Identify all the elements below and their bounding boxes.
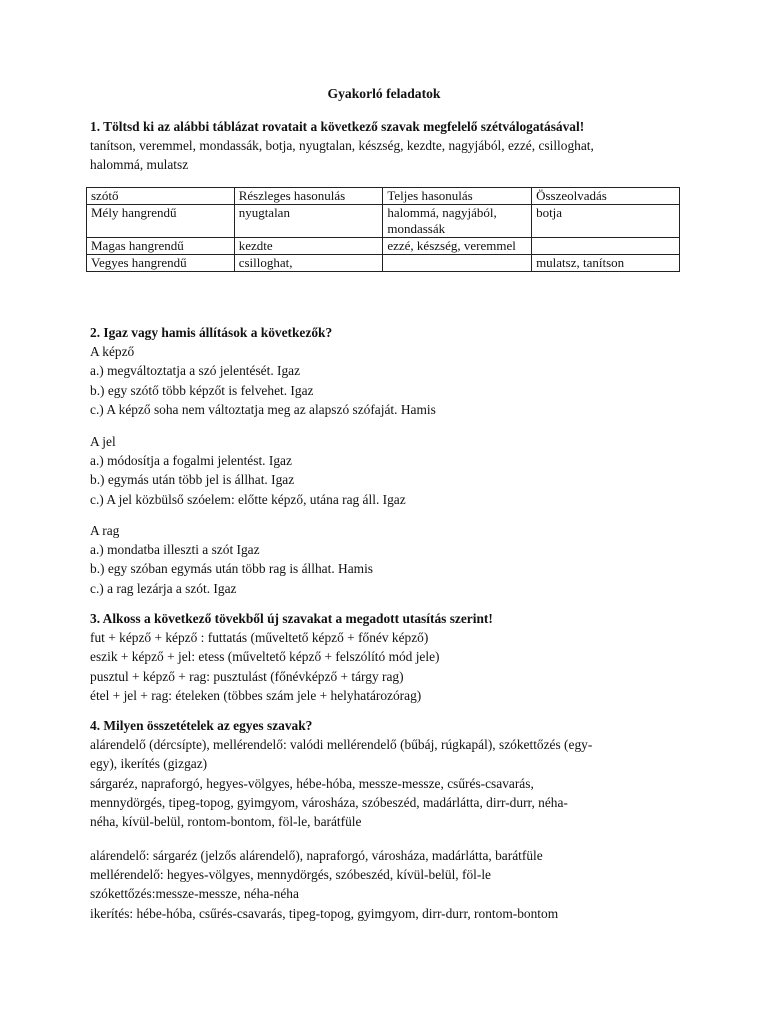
text-line: néha, kívül-belül, rontom-bontom, föl-le, barátfüle [90,814,362,830]
statement-line: c.) A jel közbülső szóelem: előtte képző, utána rag áll. Igaz [90,491,406,507]
table-header-row [87,188,680,205]
table-row [87,255,680,272]
text-line: egy), ikerítés (gizgaz) [90,756,208,772]
statement-line: a.) módosítja a fogalmi jelentést. Igaz [90,453,292,469]
table-cell: mulatsz, tanítson [532,255,680,272]
table-row [87,205,680,238]
table-header-cell: szótő [87,188,235,205]
statement-line: c.) A képző soha nem változtatja meg az alapszó szófaját. Hamis [90,401,436,417]
sorting-table [86,187,680,272]
section-1 [90,117,690,175]
table-header-cell: Részleges hasonulás [234,188,383,205]
table-header-cell: Összeolvadás [532,188,680,205]
table-cell: nyugtalan [234,205,383,238]
section-2 [90,323,690,419]
table-cell [383,255,532,272]
table-cell: Mély hangrendű [87,205,235,238]
section-4 [90,716,690,831]
table-cell: Vegyes hangrendű [87,255,235,272]
section-4-answer [90,846,690,923]
section-3 [90,609,690,705]
section-2-rag [90,521,690,598]
table-cell: halommá, nagyjából, mondassák [383,205,532,238]
statement-line: b.) egy szóban egymás után több rag is állhat. Hamis [90,561,373,577]
table-header-cell: Teljes hasonulás [383,188,532,205]
table-row [87,238,680,255]
table-cell: Magas hangrendű [87,238,235,255]
text-line: mennydörgés, tipeg-topog, gyimgyom, városháza, szóbeszéd, madárlátta, dirr-durr, néha- [90,794,568,810]
derivation-line: eszik + képző + jel: etess (műveltető képző + felszólító mód jele) [90,649,440,665]
section-1-heading: 1. Töltsd ki az alábbi táblázat rovatait a következő szavak megfelelő szétválogatásával! [90,119,585,134]
table-cell: csilloghat, [234,255,383,272]
table-cell [532,238,680,255]
section-4-heading: 4. Milyen összetételek az egyes szavak? [90,718,313,733]
section-2-heading: 2. Igaz vagy hamis állítások a következők? [90,325,333,340]
statement-line: b.) egy szótő több képzőt is felvehet. Igaz [90,382,314,398]
derivation-line: étel + jel + rag: ételeken (többes szám jele + helyhatározórag) [90,687,422,703]
text-line: alárendelő (dércsípte), mellérendelő: valódi mellérendelő (bűbáj, rúgkapál), szókettőzés (egy- [90,737,593,753]
word-list-line: halommá, mulatsz [90,157,189,173]
section-2-jel [90,432,690,509]
derivation-line: pusztul + képző + rag: pusztulást (főnévképző + tárgy rag) [90,668,404,684]
statement-line: a.) megváltoztatja a szó jelentését. Igaz [90,363,301,379]
text-line: sárgaréz, napraforgó, hegyes-völgyes, hébe-hóba, messze-messze, csűrés-csavarás, [90,775,534,791]
table-cell: ezzé, készség, veremmel [383,238,532,255]
statement-line: a.) mondatba illeszti a szót Igaz [90,542,260,558]
statement-line: c.) a rag lezárja a szót. Igaz [90,580,237,596]
text-line: mellérendelő: hegyes-völgyes, mennydörgés, szóbeszéd, kívül-belül, föl-le [90,867,491,883]
group-title: A rag [90,523,120,538]
group-title: A jel [90,434,116,449]
table-cell: botja [532,205,680,238]
statement-line: b.) egymás után több jel is állhat. Igaz [90,472,295,488]
section-3-heading: 3. Alkoss a következő tövekből új szavakat a megadott utasítás szerint! [90,611,493,626]
group-title: A képző [90,344,135,360]
text-line: szókettőzés:messze-messze, néha-néha [90,886,299,902]
derivation-line: fut + képző + képző : futtatás (műveltető képző + főnév képző) [90,630,429,646]
text-line: alárendelő: sárgaréz (jelzős alárendelő), napraforgó, városháza, madárlátta, barátfüle [90,848,543,863]
word-list-line: tanítson, veremmel, mondassák, botja, nyugtalan, készség, kezdte, nagyjából, ezzé, csilloghat, [90,138,594,154]
text-line: ikerítés: hébe-hóba, csűrés-csavarás, tipeg-topog, gyimgyom, dirr-durr, rontom-bontom [90,905,559,921]
table-cell: kezdte [234,238,383,255]
page-title: Gyakorló feladatok [327,86,441,101]
